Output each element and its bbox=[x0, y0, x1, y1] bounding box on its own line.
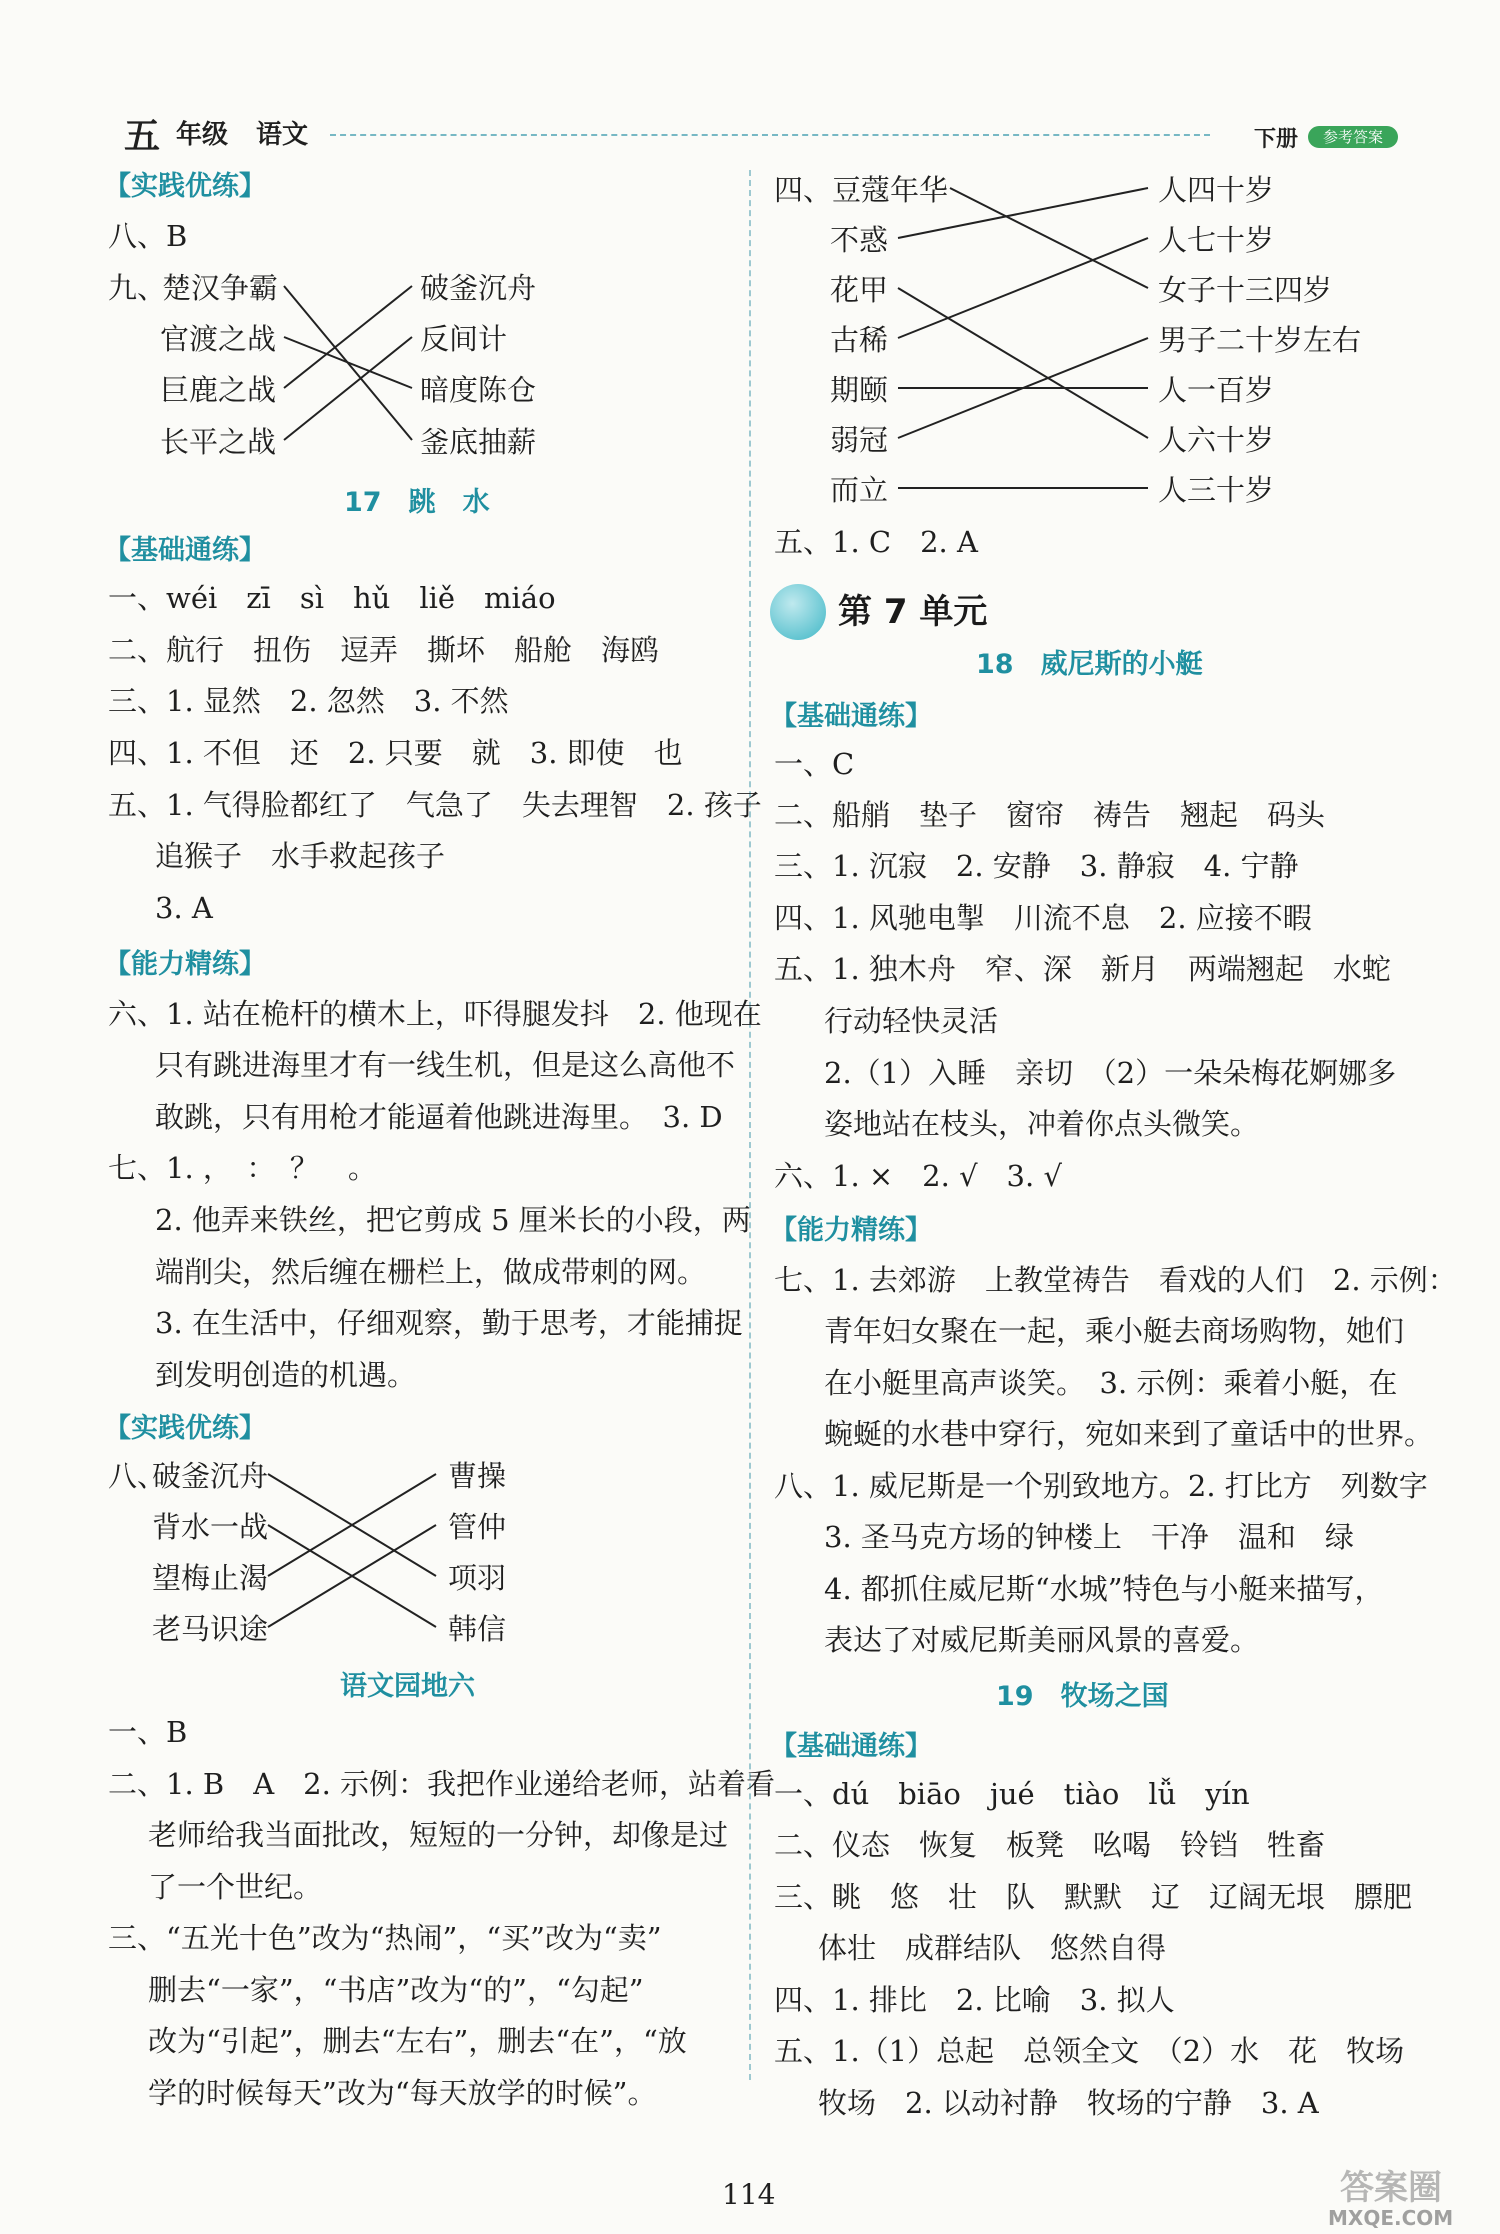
answer-line: 一、wéi zī sì hǔ liě miáo bbox=[108, 581, 556, 615]
lesson-title: 18 威尼斯的小艇 bbox=[976, 649, 1203, 680]
match-right-item: 曹操 bbox=[448, 1459, 507, 1493]
match-right-item: 管仲 bbox=[448, 1510, 507, 1544]
match-right-item: 釜底抽薪 bbox=[420, 425, 537, 459]
answer-line: 八、B bbox=[108, 219, 188, 253]
match-right-item: 人六十岁 bbox=[1158, 423, 1275, 457]
section-tag-practice: 【实践优练】 bbox=[104, 171, 266, 202]
answer-line: 体壮 成群结队 悠然自得 bbox=[818, 1931, 1167, 1965]
answer-line: 三、1. 显然 2. 忽然 3. 不然 bbox=[108, 684, 509, 718]
match-right-item: 韩信 bbox=[448, 1612, 507, 1646]
answer-line: 改为“引起”，删去“左右”，删去“在”，“放 bbox=[148, 2024, 687, 2058]
match-left-item: 而立 bbox=[830, 473, 889, 507]
answer-line: 二、航行 扭伤 逗弄 撕坏 船舱 海鸥 bbox=[108, 633, 660, 667]
answer-line: 二、仪态 恢复 板凳 吆喝 铃铛 牲畜 bbox=[774, 1828, 1326, 1862]
volume-label: 下册 bbox=[1254, 127, 1299, 152]
answer-line: 一、C bbox=[774, 747, 855, 781]
connector-line bbox=[284, 337, 412, 440]
answer-line: 三、“五光十色”改为“热闹”，“买”改为“卖” bbox=[108, 1921, 662, 1955]
lesson-title: 19 牧场之国 bbox=[996, 1681, 1169, 1712]
match-right-item: 女子十三四岁 bbox=[1158, 273, 1333, 307]
match-right-item: 人七十岁 bbox=[1158, 223, 1275, 257]
answer-line: 删去“一家”，“书店”改为“的”，“勾起” bbox=[148, 1973, 644, 2007]
answer-line: 八、 bbox=[108, 1459, 167, 1493]
lesson-title: 17 跳 水 bbox=[344, 487, 490, 518]
answer-line: 二、船艄 垫子 窗帘 祷告 翘起 码头 bbox=[774, 798, 1326, 832]
answer-line: 四、1. 风驰电掣 川流不息 2. 应接不暇 bbox=[774, 901, 1312, 935]
answer-line: 2. 他弄来铁丝，把它剪成 5 厘米长的小段，两 bbox=[155, 1203, 751, 1237]
section-tag-basic: 【基础通练】 bbox=[104, 535, 266, 566]
answer-line: 2.（1）入睡 亲切 （2）一朵朵梅花婀娜多 bbox=[824, 1056, 1397, 1090]
connector-line bbox=[898, 188, 1148, 238]
match-right-item: 暗度陈仓 bbox=[420, 373, 537, 407]
answer-line: 三、眺 悠 壮 队 默默 辽 辽阔无垠 膘肥 bbox=[774, 1880, 1413, 1914]
match-right-item: 人一百岁 bbox=[1158, 373, 1275, 407]
match-right-item: 反间计 bbox=[420, 322, 508, 356]
match-left-item: 官渡之战 bbox=[160, 322, 277, 356]
answer-line: 行动轻快灵活 bbox=[824, 1004, 999, 1038]
answer-line: 蜿蜒的水巷中穿行，宛如来到了童话中的世界。 bbox=[824, 1417, 1434, 1451]
grade-number: 五 bbox=[124, 115, 161, 157]
answer-line: 3. A bbox=[155, 891, 213, 925]
answer-line: 五、1. 独木舟 窄、深 新月 两端翘起 水蛇 bbox=[774, 952, 1391, 986]
section-tag-ability: 【能力精练】 bbox=[104, 949, 266, 980]
section-tag-basic: 【基础通练】 bbox=[770, 1731, 932, 1762]
watermark-url: MXQE.COM bbox=[1328, 2206, 1454, 2230]
answer-line: 3. 圣马克方场的钟楼上 干净 温和 绿 bbox=[824, 1520, 1354, 1554]
match-right-item: 破釜沉舟 bbox=[420, 271, 537, 305]
match-left-item: 老马识途 bbox=[152, 1612, 269, 1646]
section-title-garden: 语文园地六 bbox=[340, 1671, 475, 1702]
unit-title: 第 7 单元 bbox=[838, 592, 988, 632]
answer-line: 端削尖，然后缠在栅栏上，做成带刺的网。 bbox=[155, 1255, 707, 1289]
answer-line: 九、 bbox=[108, 271, 167, 305]
match-left-item: 破釜沉舟 bbox=[152, 1459, 269, 1493]
connector-line bbox=[284, 286, 412, 388]
page-number: 114 bbox=[722, 2178, 776, 2211]
answer-line: 学的时候每天”改为“每天放学的时候”。 bbox=[148, 2076, 657, 2110]
section-tag-practice: 【实践优练】 bbox=[104, 1413, 266, 1444]
match-left-item: 长平之战 bbox=[160, 425, 277, 459]
subject-label: 语文 bbox=[256, 120, 309, 150]
match-left-item: 望梅止渴 bbox=[152, 1561, 269, 1595]
answer-line: 七、1. 去郊游 上教堂祷告 看戏的人们 2. 示例： bbox=[774, 1263, 1457, 1297]
match-left-item: 背水一战 bbox=[152, 1510, 269, 1544]
connector-line bbox=[950, 188, 1148, 288]
match-left-item: 巨鹿之战 bbox=[160, 373, 277, 407]
match-right-item: 人四十岁 bbox=[1158, 173, 1275, 207]
answer-line: 四、 bbox=[774, 173, 833, 207]
answer-line: 三、1. 沉寂 2. 安静 3. 静寂 4. 宁静 bbox=[774, 849, 1299, 883]
answer-line: 六、1. 站在桅杆的横木上，吓得腿发抖 2. 他现在 bbox=[108, 997, 762, 1031]
answer-line: 追猴子 水手救起孩子 bbox=[155, 839, 446, 873]
match-left-item: 豆蔻年华 bbox=[832, 173, 949, 207]
connector-line bbox=[898, 288, 1148, 438]
answer-line: 二、1. B A 2. 示例：我把作业递给老师，站着看 bbox=[108, 1767, 776, 1801]
answer-line: 牧场 2. 以动衬静 牧场的宁静 3. A bbox=[818, 2086, 1319, 2120]
answer-line: 3. 在生活中，仔细观察，勤于思考，才能捕捉 bbox=[155, 1306, 743, 1340]
answer-line: 老师给我当面批改，短短的一分钟，却像是过 bbox=[148, 1818, 729, 1852]
section-tag-basic: 【基础通练】 bbox=[770, 701, 932, 732]
connector-line bbox=[898, 238, 1148, 338]
answer-line: 表达了对威尼斯美丽风景的喜爱。 bbox=[824, 1623, 1260, 1657]
answer-line: 姿地站在枝头，冲着你点头微笑。 bbox=[824, 1107, 1260, 1141]
answer-line: 到发明创造的机遇。 bbox=[155, 1358, 417, 1392]
match-left-item: 古稀 bbox=[830, 323, 889, 357]
match-left-item: 期颐 bbox=[830, 373, 889, 407]
match-right-item: 男子二十岁左右 bbox=[1158, 323, 1362, 357]
answer-line: 一、dú biāo jué tiào lǚ yín bbox=[774, 1777, 1250, 1811]
answer-line: 了一个世纪。 bbox=[148, 1870, 323, 1904]
match-left-item: 弱冠 bbox=[830, 423, 889, 457]
answer-line: 一、B bbox=[108, 1715, 188, 1749]
answer-line: 五、1. 气得脸都红了 气急了 失去理智 2. 孩子 bbox=[108, 788, 762, 822]
section-tag-ability: 【能力精练】 bbox=[770, 1215, 932, 1246]
answer-line: 五、1. C 2. A bbox=[774, 525, 978, 559]
answer-line: 4. 都抓住威尼斯“水城”特色与小艇来描写， bbox=[824, 1572, 1384, 1606]
answer-line: 六、1. × 2. √ 3. √ bbox=[774, 1159, 1062, 1193]
answer-line: 敢跳，只有用枪才能逼着他跳进海里。 3. D bbox=[155, 1100, 723, 1134]
answer-line: 八、1. 威尼斯是一个别致地方。2. 打比方 列数字 bbox=[774, 1469, 1428, 1503]
answer-line: 五、1.（1）总起 总领全文 （2）水 花 牧场 bbox=[774, 2034, 1405, 2068]
match-right-item: 项羽 bbox=[448, 1561, 507, 1595]
match-left-item: 不惑 bbox=[830, 223, 889, 257]
watermark-logo: 答案圈 bbox=[1340, 2168, 1442, 2208]
answer-line: 四、1. 不但 还 2. 只要 就 3. 即使 也 bbox=[108, 736, 683, 770]
answer-line: 青年妇女聚在一起，乘小艇去商场购物，她们 bbox=[824, 1314, 1405, 1348]
connector-line bbox=[284, 337, 412, 388]
match-left-item: 花甲 bbox=[830, 273, 889, 307]
answer-line: 四、1. 排比 2. 比喻 3. 拟人 bbox=[774, 1983, 1175, 2017]
match-right-item: 人三十岁 bbox=[1158, 473, 1275, 507]
answer-line: 在小艇里高声谈笑。 3. 示例：乘着小艇，在 bbox=[824, 1366, 1398, 1400]
answer-line: 七、1. ， ： ？ 。 bbox=[108, 1151, 377, 1185]
grade-label: 年级 bbox=[176, 120, 229, 150]
match-left-item: 楚汉争霸 bbox=[162, 271, 279, 305]
answer-line: 只有跳进海里才有一线生机，但是这么高他不 bbox=[155, 1048, 736, 1082]
answer-badge: 参考答案 bbox=[1308, 126, 1398, 148]
